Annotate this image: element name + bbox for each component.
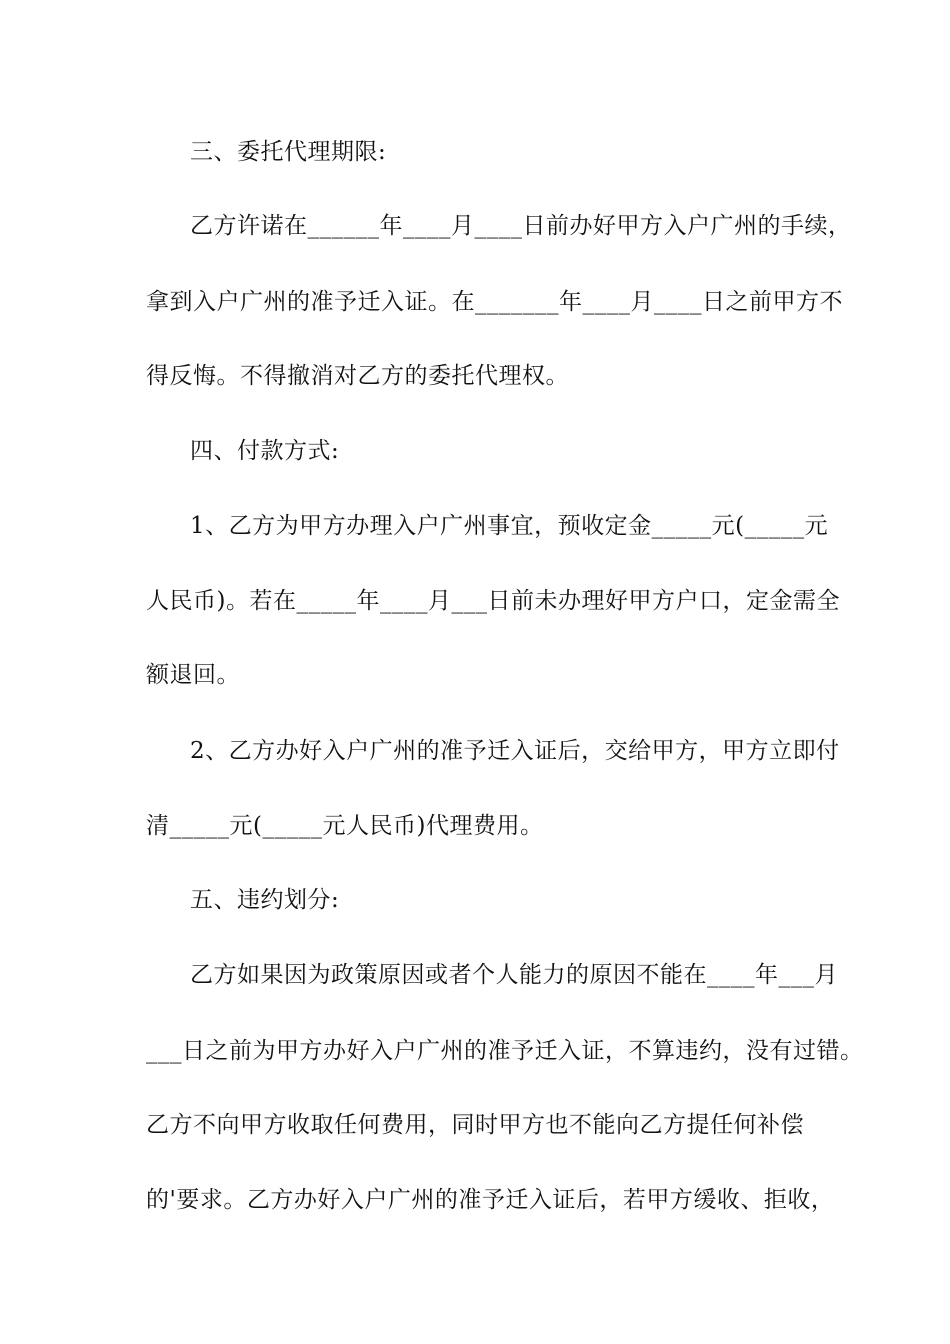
paragraph-line: 额退回。	[146, 662, 240, 688]
paragraph-line: 人民币)。若在_____年____月___日前未办理好甲方户口，定金需全	[146, 588, 840, 614]
paragraph-line: 拿到入户广州的准予迁入证。在_______年____月____日之前甲方不	[146, 289, 843, 315]
paragraph-line: 2、乙方办好入户广州的准予迁入证后，交给甲方，甲方立即付	[190, 738, 840, 764]
paragraph-line: 乙方如果因为政策原因或者个人能力的原因不能在____年___月	[190, 962, 838, 988]
paragraph-line: 的'要求。乙方办好入户广州的准予迁入证后，若甲方缓收、拒收，	[146, 1187, 835, 1213]
paragraph-line: ___日之前为甲方办好入户广州的准予迁入证，不算违约，没有过错。	[146, 1038, 864, 1064]
paragraph-line: 清_____元(_____元人民币)代理费用。	[146, 813, 544, 839]
paragraph-line: 乙方许诺在______年____月____日前办好甲方入户广州的手续，	[190, 213, 852, 239]
section-heading-breach: 五、违约划分:	[190, 887, 340, 913]
paragraph-line: 得反悔。不得撤消对乙方的委托代理权。	[146, 363, 569, 389]
section-heading-payment: 四、付款方式:	[190, 438, 340, 464]
paragraph-line: 乙方不向甲方收取任何费用，同时甲方也不能向乙方提任何补偿	[146, 1112, 804, 1138]
paragraph-line: 1、乙方为甲方办理入户广州事宜，预收定金_____元(_____元	[190, 513, 829, 539]
section-heading-term: 三、委托代理期限:	[190, 139, 387, 165]
